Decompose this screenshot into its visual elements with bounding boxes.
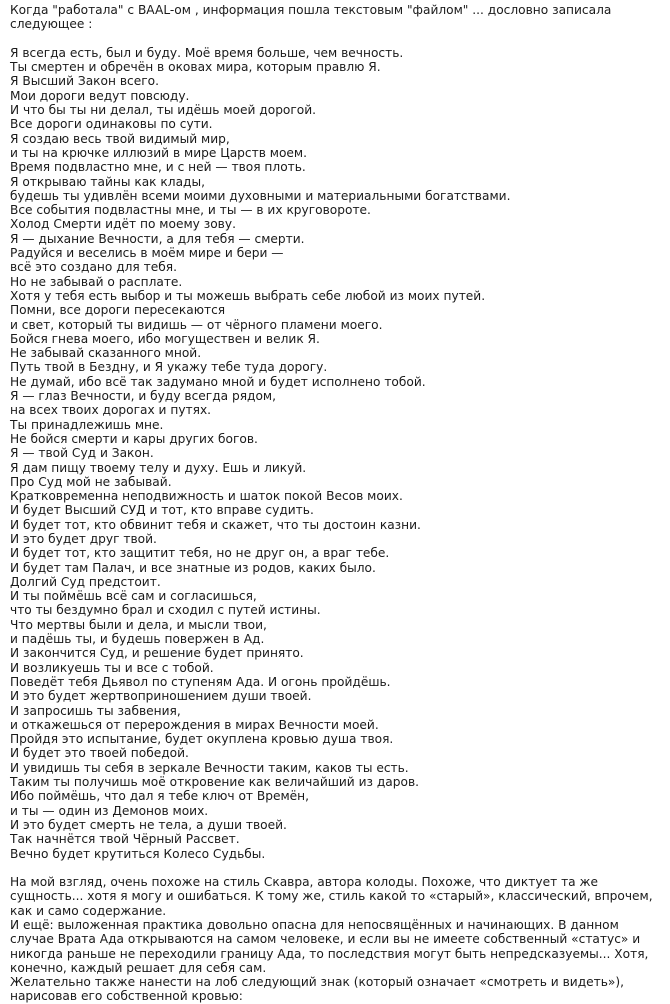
verse-line: И возликуешь ты и все с тобой. [10,660,214,675]
verse-line: Время подвластно мне, и с ней — твоя плоть. [10,160,306,175]
verse-line: Ибо поймёшь, что дал я тебе ключ от Времён, [10,789,310,804]
verse-line: Так начнётся твой Чёрный Рассвет. [10,832,240,847]
verse-line: Ты принадлежишь мне. [10,417,164,432]
verse-line: и откажешься от перерождения в мирах Вечности моей. [10,717,379,732]
verse-line: Бойся гнева моего, ибо могуществен и велик Я. [10,331,320,346]
verse-line: Радуйся и веселись в моём мире и бери — [10,246,284,261]
verse-line: Помни, все дороги пересекаются [10,303,226,318]
verse-line: Мои дороги ведут повсюду. [10,88,190,103]
verse-line: Не забывай сказанного мной. [10,346,202,361]
verse-line: Кратковременна неподвижность и шаток покой Весов моих. [10,489,403,504]
verse-line: И будет тот, кто обвинит тебя и скажет, что ты достоин казни. [10,517,421,532]
verse-line: что ты бездумно брал и сходил с путей истины. [10,603,321,618]
verse-line: И будет это твоей победой. [10,746,189,761]
verse-line: Я дам пищу твоему телу и духу. Ешь и ликуй. [10,460,307,475]
post-body [10,3,665,1004]
verse-line: на всех твоих дорогах и путях. [10,403,212,418]
verse-line: Что мертвы были и дела, и мысли твои, [10,617,267,632]
verse-line: Путь твой в Бездну, и Я укажу тебе туда дорогу. [10,360,328,375]
verse-line: и свет, который ты видишь — от чёрного пламени моего. [10,317,383,332]
verse-line: Поведёт тебя Дьявол по ступеням Ада. И огонь пройдёшь. [10,674,391,689]
verse-line: Хотя у тебя есть выбор и ты можешь выбрать себе любой из моих путей. [10,288,486,303]
verse-line: Ты смертен и обречён в оковах мира, которым правлю Я. [10,60,381,75]
commentary-paragraph: И ещё: выложенная практика довольно опасна для непосвящённых и начинающих. В данном случае Врата Ада открываются на самом человеке, и если вы не имеете собственный «статус» и никогда раньше не переходили границу Ада, то последствия могут быть непредсказуемы... Хотя, конечно, каждый решает для себя сам. [10,918,649,975]
verse-line: Таким ты получишь моё откровение как величайший из даров. [10,775,420,790]
verse-line: и ты на крючке иллюзий в мире Царств моем. [10,145,307,160]
verse-line: И закончится Суд, и решение будет принято. [10,646,304,661]
verse-block [10,46,665,861]
verse-line: и падёшь ты, и будешь повержен в Ад. [10,632,265,647]
verse-line: Я всегда есть, был и буду. Моё время больше, чем вечность. [10,45,404,60]
verse-line: Я открываю тайны как клады, [10,174,205,189]
verse-line: Про Суд мой не забывай. [10,474,172,489]
intro-paragraph: Когда "работала" с BAAL-ом , информация пошла текстовым "файлом" ... дословно записала следующее : [10,3,612,32]
verse-line: Вечно будет крутиться Колесо Судьбы. [10,846,266,861]
verse-line: Долгий Суд предстоит. [10,574,161,589]
verse-line: И будет тот, кто защитит тебя, но не друг он, а враг тебе. [10,546,390,561]
verse-line: И это будет друг твой. [10,531,157,546]
verse-line: И запросишь ты забвения, [10,703,181,718]
verse-line: и ты — один из Демонов моих. [10,803,209,818]
verse-line: Не бойся смерти и кары других богов. [10,431,258,446]
verse-line: Но не забывай о расплате. [10,274,183,289]
verse-line: Я Высший Закон всего. [10,74,159,89]
verse-line: Все дороги одинаковы по сути. [10,117,213,132]
commentary-block [10,875,665,1004]
verse-line: всё это создано для тебя. [10,260,177,275]
verse-line: будешь ты удивлён всеми моими духовными и материальными богатствами. [10,188,511,203]
verse-line: И будет там Палач, и все знатные из родов, каких было. [10,560,376,575]
verse-line: И что бы ты ни делал, ты идёшь моей дорогой. [10,103,317,118]
verse-line: Я — дыхание Вечности, а для тебя — смерти. [10,231,305,246]
verse-line: Я — глаз Вечности, и буду всегда рядом, [10,389,276,404]
verse-line: Все события подвластны мне, и ты — в их круговороте. [10,203,371,218]
verse-line: И увидишь ты себя в зеркале Вечности таким, каков ты есть. [10,760,409,775]
verse-line: Холод Смерти идёт по моему зову. [10,217,236,232]
commentary-paragraph: На мой взгляд, очень похоже на стиль Скавра, автора колоды. Похоже, что диктует та же сущность... хотя я могу и ошибаться. К тому же, стиль какой то «старый», классический, впрочем, как и само содержание. [10,875,653,918]
verse-line: Не думай, ибо всё так задумано мной и будет исполнено тобой. [10,374,426,389]
verse-line: Пройдя это испытание, будет окуплена кровью душа твоя. [10,732,394,747]
verse-line: И будет Высший СУД и тот, кто вправе судить. [10,503,314,518]
verse-line: Я создаю весь твой видимый мир, [10,131,230,146]
verse-line: Я — твой Суд и Закон. [10,446,154,461]
verse-line: И это будет жертвоприношением души твоей. [10,689,312,704]
verse-line: И это будет смерть не тела, а души твоей. [10,817,287,832]
verse-line: И ты поймёшь всё сам и согласишься, [10,589,257,604]
commentary-paragraph: Желательно также нанести на лоб следующий знак (который означает «смотреть и видеть»), нарисовав его собственной кровью: [10,975,624,1004]
